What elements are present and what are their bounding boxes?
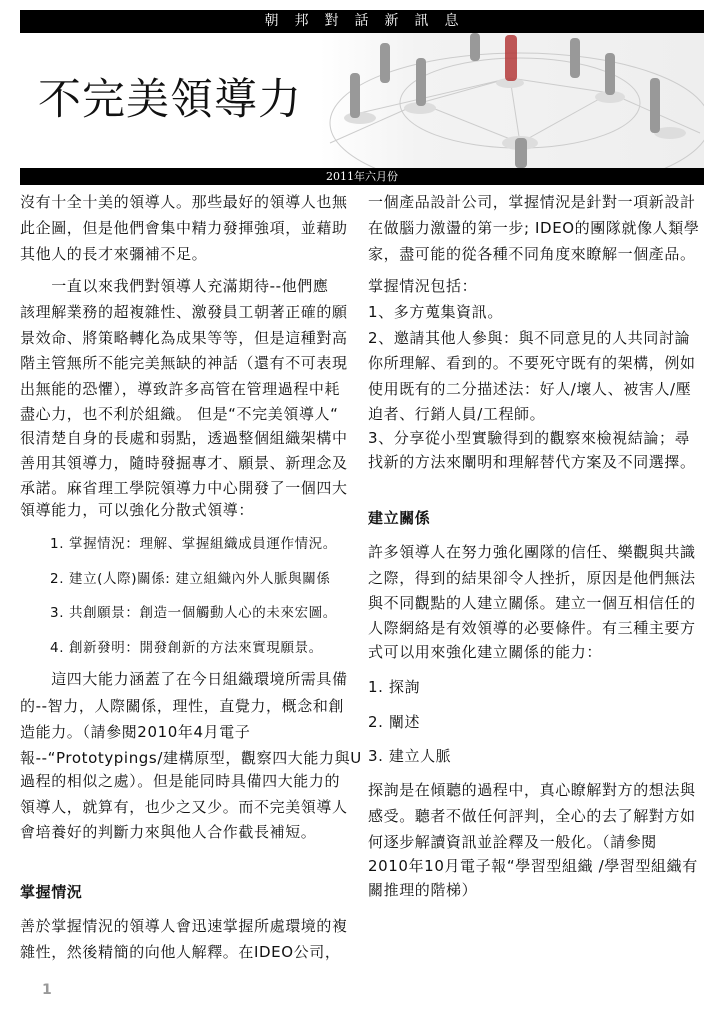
red-leader-figure	[505, 35, 517, 81]
text-line: 其他人的長才來彌補不足。	[20, 245, 208, 263]
text-line: 與不同觀點的人建立關係。建立一個互相信任的	[368, 594, 696, 612]
text-line: 家，盡可能的從各種不同角度來瞭解一個產品。	[368, 245, 696, 263]
text-line: 3. 建立人脈	[368, 747, 452, 765]
text-line: 使用既有的二分描述法：好人/壞人、被害人/壓	[368, 380, 692, 398]
text-line: 領導能力，可以強化分散式領導：	[20, 501, 255, 519]
issue-date: 2011年六月份	[326, 170, 398, 183]
text-line: 你所理解、看到的。不要死守既有的架構，例如	[368, 354, 696, 372]
newsletter-banner	[20, 10, 704, 33]
text-line: 出無能的恐懼），導致許多高管在管理過程中耗	[20, 380, 341, 398]
list-item: 3. 共創願景：創造一個觸動人心的未來宏圖。	[50, 605, 337, 621]
text-line: 過程的相似之處）。但是能同時具備四大能力的	[20, 772, 341, 790]
text-line: 3、分享從小型實驗得到的觀察來檢視結論；尋	[368, 429, 691, 447]
text-line: 2、邀請其他人參與：與不同意見的人共同討論	[368, 329, 691, 347]
date-banner	[20, 168, 704, 185]
text-line: 報--“Prototypings/建構原型，觀察四大能力與U	[20, 749, 362, 767]
list-item: 4. 創新發明：開發創新的方法來實現願景。	[50, 640, 323, 656]
text-line: 階主管無所不能完美無缺的神話（還有不可表現	[20, 354, 348, 372]
list-item: 2. 建立(人際)關係: 建立組織內外人脈與關係	[50, 571, 331, 587]
page-title: 不完美領導力	[38, 75, 302, 125]
text-line: 善於掌握情況的領導人會迅速掌握所處環境的複	[20, 917, 348, 935]
page-number: 1	[42, 982, 52, 998]
text-line: 探詢是在傾聽的過程中，真心瞭解對方的想法與	[368, 781, 696, 799]
text-line: 很清楚自身的長處和弱點，透過整個組織架構中	[20, 429, 348, 447]
text-line: 沒有十全十美的領導人。那些最好的領導人也無	[20, 193, 348, 211]
text-line: 人際網絡是有效領導的必要條件。有三種主要方	[368, 619, 696, 637]
section-heading: 掌握情況	[20, 883, 83, 901]
text-line: 關推理的階梯）	[368, 881, 478, 899]
text-line: 雜性，然後精簡的向他人解釋。在IDEO公司，	[20, 943, 341, 961]
text-line: 此企圖，但是他們會集中精力發揮強項，並藉助	[20, 219, 348, 237]
text-line: 找新的方法來闡明和理解替代方案及不同選擇。	[368, 453, 696, 471]
text-line: 迫者、行銷人員/工程師。	[368, 405, 546, 423]
text-line: 一直以來我們對領導人充滿期待--他們應	[20, 277, 329, 295]
text-line: 善用其領導力，隨時發掘專才、願景、新理念及	[20, 454, 348, 472]
text-line: 盡心力，也不利於組織。 但是“不完美領導人“	[20, 405, 339, 423]
text-line: 2010年10月電子報“學習型組織 /學習型組織有	[368, 857, 698, 875]
text-line: 掌握情況包括：	[368, 277, 478, 295]
text-line: 1、多方蒐集資訊。	[368, 303, 503, 321]
text-line: 該理解業務的超複雜性、激發員工朝著正確的願	[20, 303, 348, 321]
text-line: 在做腦力激盪的第一步; IDEO的團隊就像人類學	[368, 219, 700, 237]
text-line: 何逐步解讀資訊並詮釋及一般化。（請參閱	[368, 833, 657, 851]
text-line: 這四大能力涵蓋了在今日組織環境所需具備	[20, 670, 348, 688]
text-line: 之際，得到的結果卻令人挫折，原因是他們無法	[368, 569, 696, 587]
text-line: 式可以用來強化建立關係的能力：	[368, 643, 603, 661]
text-line: 感受。聽者不做任何評判，全心的去了解對方如	[368, 807, 696, 825]
text-line: 許多領導人在努力強化團隊的信任、樂觀與共識	[368, 543, 696, 561]
text-line: 景效命、將策略轉化為成果等等，但是這種對高	[20, 329, 348, 347]
text-line: 承諾。麻省理工學院領導力中心開發了一個四大	[20, 479, 348, 497]
text-line: 領導人，就算有，也少之又少。而不完美領導人	[20, 798, 348, 816]
text-line: 會培養好的判斷力來與他人合作截長補短。	[20, 823, 317, 841]
text-line: 2. 闡述	[368, 713, 421, 731]
newsletter-name: 朝 邦 對 話 新 訊 息	[264, 13, 460, 29]
text-line: 一個產品設計公司，掌握情況是針對一項新設計	[368, 193, 696, 211]
text-line: 的--智力，人際關係，理性，直覺力，概念和創	[20, 697, 345, 715]
section-heading: 建立關係	[368, 509, 431, 527]
network-people-image	[320, 33, 704, 168]
text-line: 1. 探詢	[368, 678, 421, 696]
text-line: 造能力。（請參閱2010年4月電子	[20, 723, 251, 741]
list-item: 1. 掌握情況：理解、掌握組織成員運作情況。	[50, 536, 337, 552]
